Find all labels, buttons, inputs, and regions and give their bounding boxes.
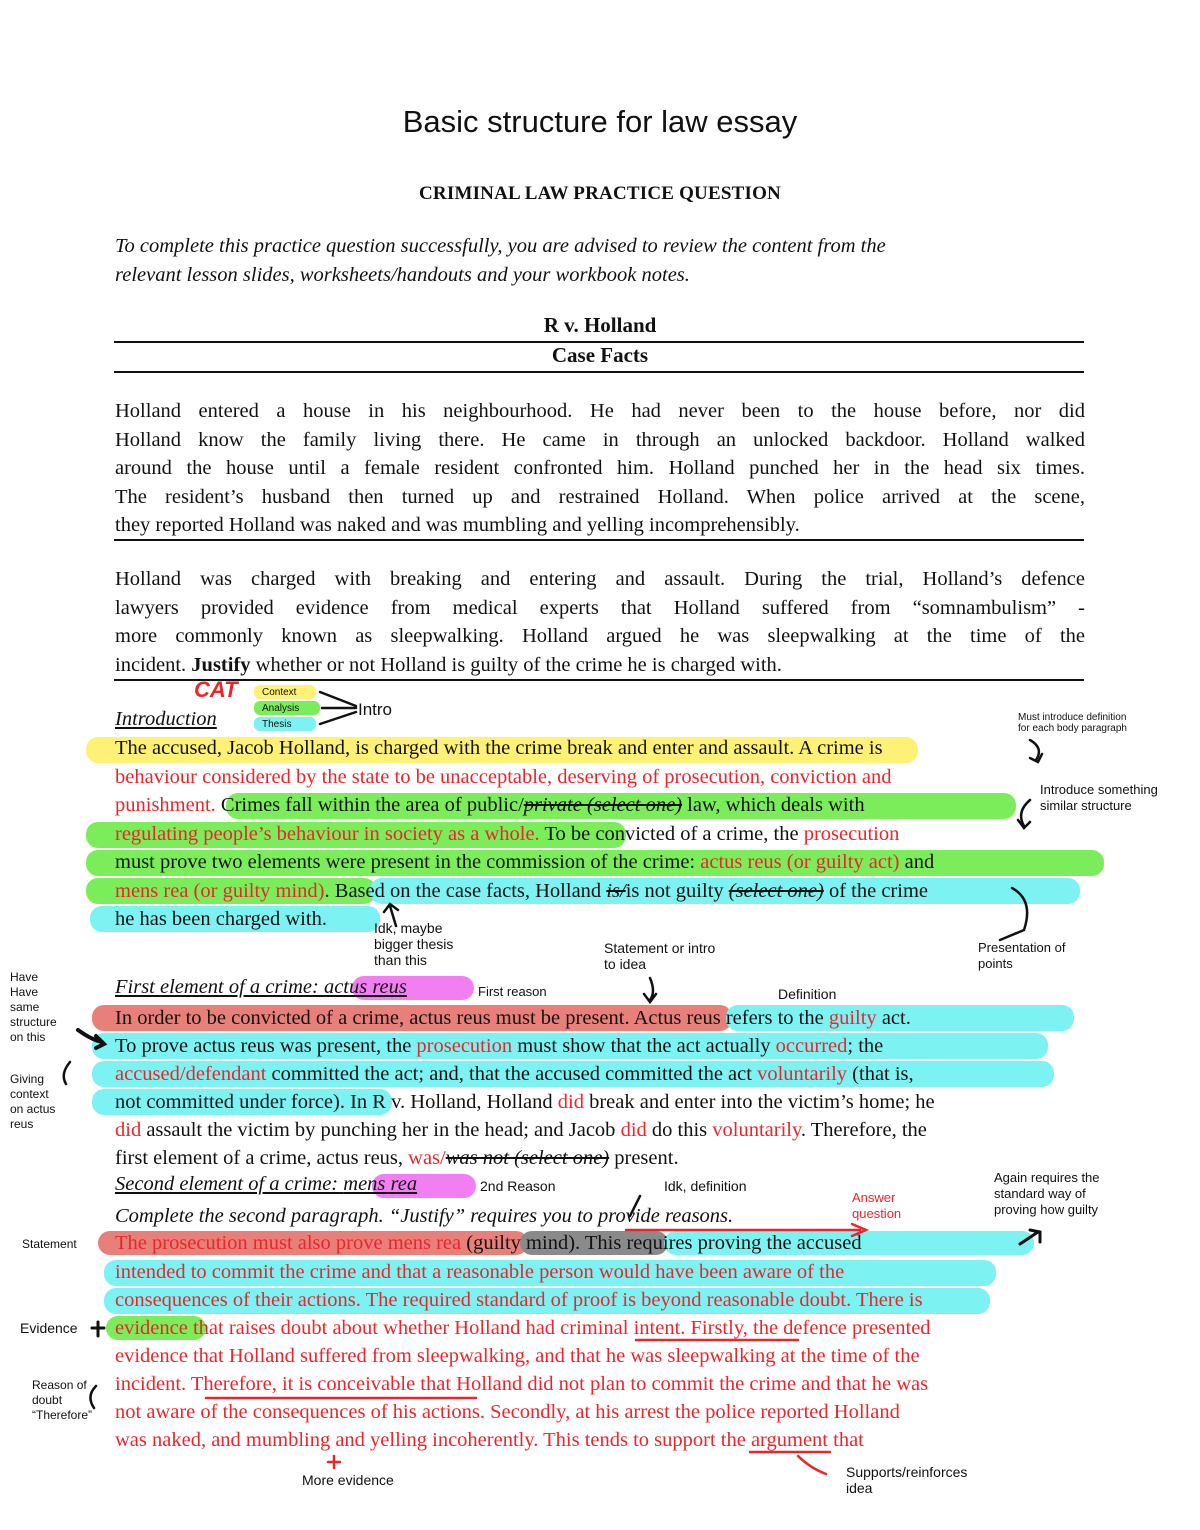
arrow-idk [384, 904, 398, 926]
facts-line: around the house until a female resident confronted him. Holland punched her in the head six times. [115, 457, 1085, 479]
cat-thesis: Thesis [262, 719, 292, 730]
annotation-evidence: Evidence [20, 1320, 78, 1336]
annotation-idk-maybe: Idk, maybe bigger thesis than this [374, 920, 454, 968]
annotation-must-intro-def: Must introduce definition for each body paragraph [1018, 712, 1127, 734]
facts-line: they reported Holland was naked and was mumbling and yelling incomprehensibly. [115, 514, 800, 536]
second-line: evidence that Holland suffered from sleepwalking, and that he was sleepwalking at the time of the [115, 1345, 920, 1367]
annotation-giving-context: Giving context on actus reus [10, 1072, 56, 1131]
first-line: not committed under force). In R v. Holland, Holland did break and enter into the victim’s home; he [115, 1091, 935, 1113]
annotation-statement-intro: Statement or intro to idea [604, 940, 716, 972]
arrow-idk-definition [630, 1196, 640, 1216]
second-line: evidence that raises doubt about whether Holland had criminal intent. Firstly, the defence presented [115, 1317, 931, 1339]
facts-line: incident. Justify whether or not Holland is guilty of the crime he is charged with. [115, 653, 782, 676]
case-facts-heading: Case Facts [551, 343, 649, 367]
second-line: The prosecution must also prove mens rea (guilty mind). This requires proving the accused [115, 1232, 862, 1254]
case-name: R v. Holland [543, 313, 657, 337]
intro-line: punishment. Crimes fall within the area of public/private (select one) law, which deals with [115, 794, 865, 816]
annotation-supports: Supports/reinforces idea [846, 1464, 968, 1496]
second-line: incident. Therefore, it is conceivable that Holland did not plan to commit the crime and that he was [115, 1373, 929, 1395]
second-instruction: Complete the second paragraph. “Justify” requires you to provide reasons. [115, 1205, 734, 1227]
arrow-intro-def [1030, 740, 1042, 762]
intro-bracket-stroke [320, 692, 356, 724]
annotation-statement: Statement [22, 1237, 77, 1251]
instruction-line: relevant lesson slides, worksheets/handouts and your workbook notes. [115, 264, 690, 286]
annotation-second-reason: 2nd Reason [480, 1178, 556, 1194]
red-underline-support [750, 1452, 830, 1474]
facts-line: Holland know the family living there. He came in through an unlocked backdoor. Holland walked [115, 428, 1085, 451]
annotation-definition: Definition [778, 986, 837, 1002]
facts-line: more commonly known as sleepwalking. Holland argued he was sleepwalking at the time of the [115, 625, 1085, 647]
page-subtitle: CRIMINAL LAW PRACTICE QUESTION [419, 183, 781, 204]
arrow-statement-intro [644, 978, 656, 1002]
annotation-answer-question: Answer question [852, 1190, 902, 1221]
instruction-line: To complete this practice question successfully, you are advised to review the content from the [115, 235, 886, 257]
annotation-again-requires: Again requires the standard way of proving how guilty [994, 1170, 1100, 1217]
introduction-heading: Introduction [115, 708, 217, 730]
second-line: intended to commit the crime and that a reasonable person would have been aware of the [115, 1261, 845, 1283]
annotation-first-reason: First reason [478, 984, 547, 999]
annotation-idk-definition: Idk, definition [664, 1178, 747, 1194]
arrow-evidence [92, 1322, 104, 1336]
intro-line: must prove two elements were present in the commission of the crime: actus reus (or guilty act) and [115, 851, 935, 873]
cat-label: CAT [194, 677, 238, 702]
cat-intro: Intro [358, 700, 393, 719]
second-line: consequences of their actions. The required standard of proof is beyond reasonable doubt. There is [115, 1289, 923, 1311]
first-line: To prove actus reus was present, the prosecution must show that the act actually occurred; the [115, 1035, 884, 1057]
second-line: not aware of the consequences of his actions. Secondly, at his arrest the police reported Holland [115, 1401, 900, 1423]
second-element-heading: Second element of a crime: mens rea [115, 1173, 418, 1195]
intro-line: regulating people’s behaviour in society as a whole. To be convicted of a crime, the prosecution [115, 822, 900, 845]
page-title: Basic structure for law essay [402, 104, 798, 139]
facts-line: The resident’s husband then turned up and restrained Holland. When police arrived at the scene, [115, 485, 1085, 508]
cat-context: Context [262, 687, 297, 698]
intro-line: behaviour considered by the state to be unacceptable, deserving of prosecution, conviction and [115, 765, 892, 788]
arrow-have-same [78, 1030, 104, 1048]
bracket-giving-context [64, 1062, 70, 1084]
annotation-presentation: Presentation of points [978, 940, 1066, 971]
first-line: accused/defendant committed the act; and, that the accused committed the act voluntarily (that is, [115, 1063, 914, 1085]
red-mark-more-evidence [328, 1456, 340, 1468]
facts-line: Holland entered a house in his neighbourhood. He had never been to the house before, nor did [115, 400, 1085, 422]
intro-line: The accused, Jacob Holland, is charged with the crime break and enter and assault. A crime is [115, 737, 883, 759]
arrow-presentation [1000, 888, 1027, 940]
annotation-have-same: Have Have same structure on this [10, 970, 57, 1044]
annotation-more-evidence: More evidence [302, 1472, 394, 1488]
bracket-reason-doubt [90, 1386, 96, 1408]
cat-analysis: Analysis [262, 703, 300, 714]
facts-line: lawyers provided evidence from medical experts that Holland suffered from “somnambulism” - [115, 596, 1085, 619]
red-underline-answer [626, 1224, 866, 1236]
arrow-introduce-structure [1018, 800, 1030, 828]
second-line: was naked, and mumbling and yelling incoherently. This tends to support the argument that [115, 1429, 864, 1451]
annotation-introduce-structure: Introduce something similar structure [1040, 782, 1158, 813]
first-element-heading: First element of a crime: actus reus [115, 976, 407, 998]
arrow-again-requires [1020, 1230, 1040, 1244]
facts-line: Holland was charged with breaking and entering and assault. During the trial, Holland’s defence [115, 568, 1085, 590]
annotation-reason-doubt: Reason of doubt “Therefore” [32, 1378, 93, 1422]
intro-line: he has been charged with. [115, 908, 327, 930]
first-line: first element of a crime, actus reus, was/was not (select one) present. [115, 1147, 679, 1169]
first-line: In order to be convicted of a crime, actus reus must be present. Actus reus refers to the guilty act. [115, 1007, 911, 1029]
intro-line: mens rea (or guilty mind). Based on the case facts, Holland is/is not guilty (select one) of the crime [115, 879, 928, 902]
first-line: did assault the victim by punching her in the head; and Jacob did do this voluntarily. Therefore, the [115, 1119, 927, 1141]
